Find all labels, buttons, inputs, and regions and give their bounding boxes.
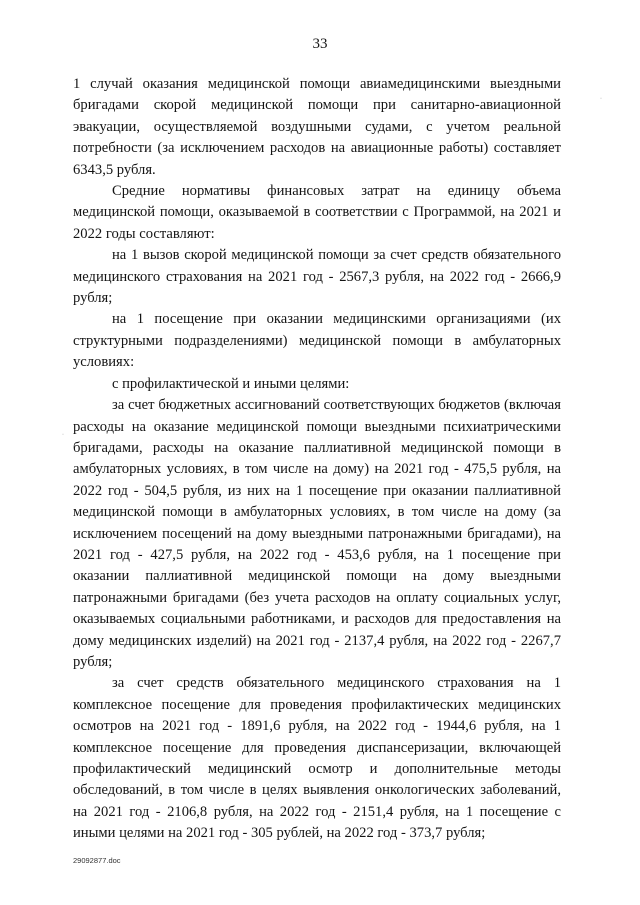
paragraph-budget-funds: за счет бюджетных ассигнований соответствующих бюджетов (включая расходы на оказание медицинской помощи выездными психиатрическими бригадами, расходы на оказание паллиативной медицинской помощи в амбулаторных условиях, в том числе на дому) на 2021 год - 475,5 рубля, на 2022 год - 504,5 рубля, из них на 1 посещение при оказании паллиативной медицинской помощи в амбулаторных условиях, в том числе на дому (за исключением посещений на дому выездными патронажными бригадами), на 2021 год - 427,5 рубля, на 2022 год - 453,6 рубля, на 1 посещение при оказании паллиативной медицинской помощи на дому выездными патронажными бригадами (без учета расходов на оплату социальных услуг, оказываемых социальными работниками, и расходов для предоставления на дому медицинских изделий) на 2021 год - 2137,4 рубля, на 2022 год - 2267,7 рубля;: [73, 397, 561, 670]
paragraph-average-standards: Средние нормативы финансовых затрат на единицу объема медицинской помощи, оказываемой в соответствии с Программой, на 2021 и 2022 годы составляют:: [73, 183, 561, 242]
scan-dot: ·: [62, 432, 64, 438]
paragraph-air-ambulance: 1 случай оказания медицинской помощи авиамедицинскими выездными бригадами скорой медицинской помощи при санитарно-авиационной эвакуации, осуществляемой воздушными судами, с учетом реальной потребности (за исключением расходов на авиационные работы) составляет 6343,5 рубля.: [73, 76, 561, 178]
paragraph-ambulance-call: на 1 вызов скорой медицинской помощи за счет средств обязательного медицинского страхования на 2021 год - 2567,3 рубля, на 2022 год - 2666,9 рубля;: [73, 247, 561, 307]
footer-doc-code: 29092877.doc: [73, 856, 121, 865]
paragraph-preventive-goals: с профилактической и иными целями:: [112, 375, 350, 392]
paragraph-insurance-funds: за счет средств обязательного медицинского страхования на 1 комплексное посещение для проведения профилактических медицинских осмотров на 2021 год - 1891,6 рубля, на 2022 год - 1944,6 рубля, на 1 комплексное посещение для проведения диспансеризации, включающей профилактический медицинский осмотр и дополнительные методы обследований, в том числе в целях выявления онкологических заболеваний, на 2021 год - 2106,8 рубля, на 2022 год - 2151,4 рубля, на 1 посещение с иными целями на 2021 год - 305 рублей, на 2022 год - 373,7 рубля;: [73, 675, 561, 842]
page-number: 33: [312, 36, 328, 52]
document-body: [73, 74, 561, 845]
scan-dot: ·: [600, 96, 602, 102]
paragraph-outpatient-visit: на 1 посещение при оказании медицинскими организациями (их структурными подразделениями) медицинской помощи в амбулаторных условиях:: [73, 311, 561, 371]
